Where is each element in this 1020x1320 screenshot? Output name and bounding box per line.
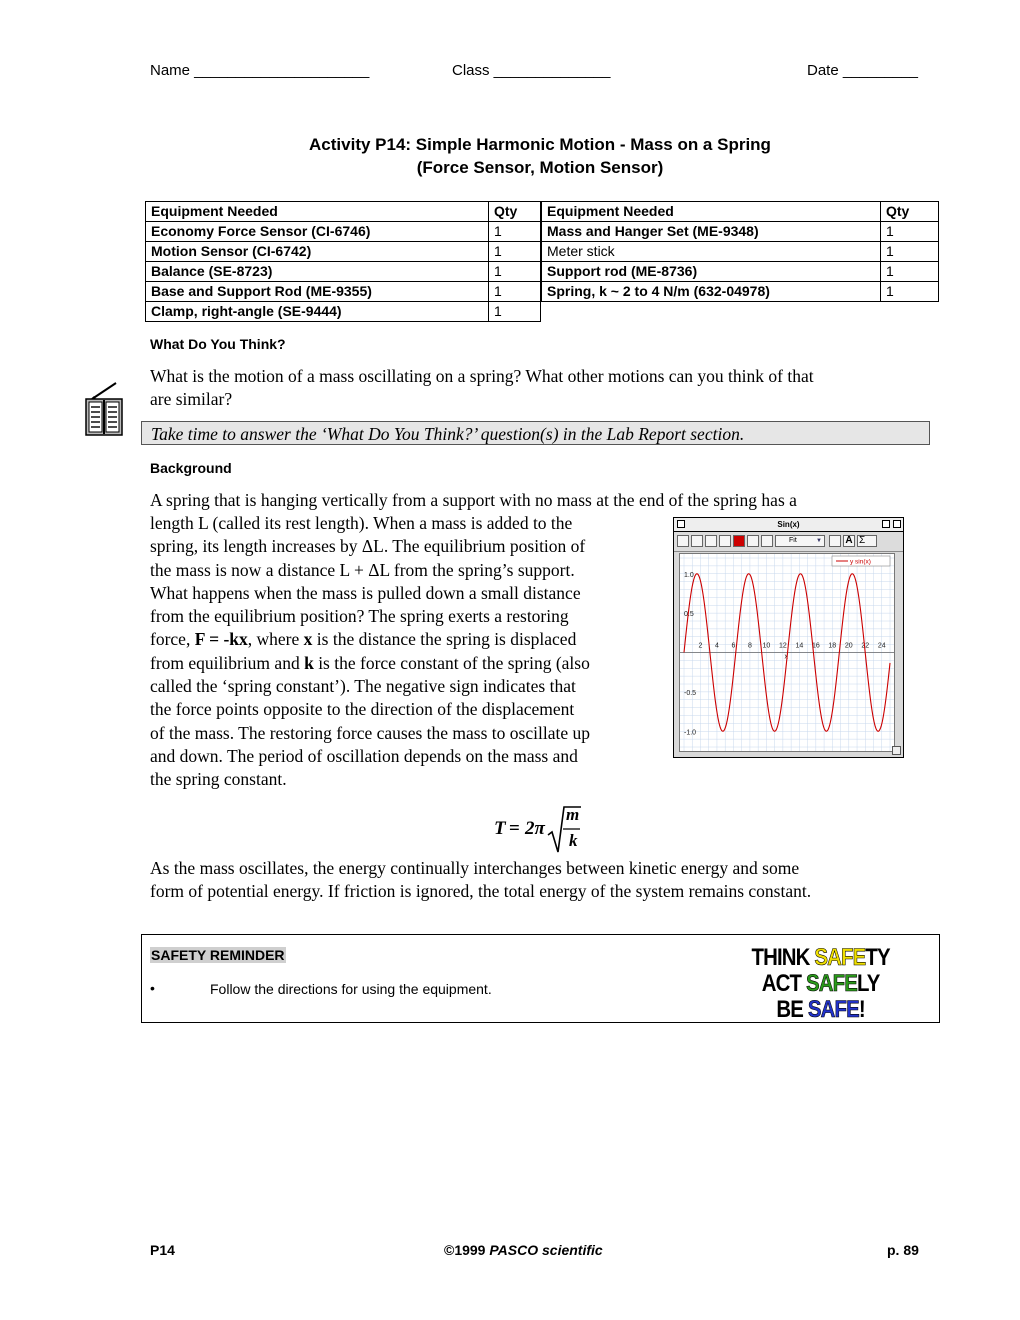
notebook-pencil-icon: [84, 381, 126, 437]
background-line: What happens when the mass is pulled down a small distance: [150, 582, 581, 603]
logo-line: [742, 945, 899, 971]
think-safety-logo: [742, 945, 899, 1023]
formula-numerator: m: [566, 805, 580, 824]
slope-icon[interactable]: [761, 535, 773, 547]
calculator-icon[interactable]: [829, 535, 841, 547]
background-line: the force points opposite to the direction of the displacement: [150, 699, 575, 720]
energy-line-1: As the mass oscillates, the energy continually interchanges between kinetic energy and some: [150, 858, 800, 878]
background-line: of the mass. The restoring force causes the mass to oscillate up: [150, 722, 590, 743]
statistics-icon[interactable]: Σ: [857, 535, 877, 547]
equipment-qty: 1: [881, 262, 939, 282]
x-tick-label: 10: [762, 642, 771, 650]
logo-line: [742, 971, 899, 997]
energy-line-2: form of potential energy. If friction is ignored, the total energy of the system remains constant.: [150, 881, 812, 902]
table-row: [542, 222, 939, 242]
footer-brand: PASCO scientific: [489, 1242, 603, 1258]
equipment-qty: 1: [881, 282, 939, 302]
think-question: [150, 365, 814, 412]
background-line: called the ‘spring constant’). The negative sign indicates that: [150, 676, 576, 697]
date-field-label: Date _________: [807, 62, 918, 79]
x-tick-label: 22: [861, 642, 870, 650]
logo-text-part: SAFE: [814, 944, 866, 971]
x-axis-label: x: [784, 653, 789, 661]
logo-text-part: ACT: [761, 970, 806, 997]
plot-area[interactable]: [679, 553, 895, 752]
formula-lhs: T: [494, 818, 506, 839]
logo-text-part: SAFE: [807, 996, 859, 1023]
equipment-item: Support rod (ME-8736): [542, 262, 881, 282]
think-question-line-2: are similar?: [150, 389, 233, 410]
logo-text-part: LY: [856, 970, 880, 997]
x-tick-label: 8: [747, 642, 752, 650]
background-line: spring, its length increases by ΔL. The equilibrium position of: [150, 536, 586, 557]
equipment-item: Clamp, right-angle (SE-9444): [146, 302, 489, 322]
logo-text-part: SAFE: [805, 970, 857, 997]
class-field-label: Class ______________: [452, 62, 611, 79]
x-tick-label: 4: [715, 642, 719, 650]
zoom-out-icon[interactable]: [705, 535, 717, 547]
zoom-in-icon[interactable]: [691, 535, 703, 547]
equipment-item: Spring, k ~ 2 to 4 N/m (632-04978): [542, 282, 881, 302]
footer-copyright-year: ©1999: [444, 1242, 490, 1258]
footer-activity-code: P14: [150, 1242, 175, 1258]
chevron-down-icon: ▼: [816, 538, 822, 544]
title-line-2: (Force Sensor, Motion Sensor): [416, 158, 664, 177]
annotation-icon[interactable]: A: [843, 535, 855, 547]
column-header-equipment: Equipment Needed: [542, 202, 881, 222]
period-formula: [494, 805, 594, 853]
logo-text-part: !: [858, 996, 865, 1023]
graph-toolbar: [674, 532, 903, 552]
y-tick-label: 1.0: [684, 571, 694, 579]
equipment-qty: 1: [881, 222, 939, 242]
y-tick-label: -0.5: [684, 689, 697, 697]
background-line: from the equilibrium position? The spring exerts a restoring: [150, 606, 569, 627]
equipment-item: Motion Sensor (CI-6742): [146, 242, 489, 262]
logo-line: [742, 997, 899, 1023]
background-line: and down. The period of oscillation depends on the mass and: [150, 745, 578, 766]
think-question-line-1: What is the motion of a mass oscillating on a spring? What other motions can you think of that: [150, 366, 814, 386]
energy-paragraph: [150, 857, 811, 904]
column-header-equipment: Equipment Needed: [146, 202, 489, 222]
x-tick-label: 20: [844, 642, 853, 650]
zoom-box-icon[interactable]: [882, 520, 890, 528]
equipment-table-left: [145, 201, 541, 322]
table-row: [146, 282, 541, 302]
equipment-qty: 1: [489, 242, 541, 262]
background-line: from equilibrium and k is the force constant of the spring (also: [150, 652, 590, 673]
safety-reminder-label: SAFETY REMINDER: [151, 947, 285, 963]
name-field-label: Name _____________________: [150, 62, 370, 79]
equipment-qty: 1: [881, 242, 939, 262]
sine-chart: [680, 554, 894, 751]
table-row: [146, 262, 541, 282]
table-header-row: [146, 202, 541, 222]
table-header-row: [542, 202, 939, 222]
column-header-qty: Qty: [881, 202, 939, 222]
equipment-item: Balance (SE-8723): [146, 262, 489, 282]
equipment-item: Meter stick: [542, 242, 881, 262]
background-line: the spring constant.: [150, 769, 287, 790]
table-row: [542, 282, 939, 302]
close-box-icon[interactable]: [677, 520, 685, 528]
safety-item: Follow the directions for using the equipment.: [210, 981, 492, 997]
equipment-item: Mass and Hanger Set (ME-9348): [542, 222, 881, 242]
y-tick-label: 0.5: [684, 611, 694, 619]
autoscale-icon[interactable]: [677, 535, 689, 547]
fit-menu[interactable]: [775, 535, 825, 547]
formula-equals: =: [509, 818, 520, 839]
logo-text-part: BE: [776, 996, 808, 1023]
x-tick-label: 24: [877, 642, 886, 650]
background-paragraph: [150, 512, 670, 792]
table-row: [542, 262, 939, 282]
x-tick-label: 2: [698, 642, 703, 650]
equipment-item: Economy Force Sensor (CI-6746): [146, 222, 489, 242]
resize-handle[interactable]: [892, 746, 901, 755]
take-time-banner: Take time to answer the ‘What Do You Think?’ question(s) in the Lab Report section.: [141, 421, 930, 445]
zoom-select-icon[interactable]: [719, 535, 731, 547]
logo-text-part: THINK: [751, 944, 815, 971]
equipment-item: Base and Support Rod (ME-9355): [146, 282, 489, 302]
equipment-table-right: [541, 201, 939, 302]
table-row: [146, 302, 541, 322]
x-tick-label: 16: [811, 642, 820, 650]
data-icon[interactable]: [733, 535, 745, 547]
equipment-qty: 1: [489, 282, 541, 302]
footer-copyright: [444, 1242, 603, 1258]
collapse-box-icon[interactable]: [893, 520, 901, 528]
background-first-line: A spring that is hanging vertically from a support with no mass at the end of the spring has a: [150, 490, 797, 510]
title-line-1: Activity P14: Simple Harmonic Motion - Mass on a Spring: [309, 135, 771, 154]
graph-window[interactable]: [673, 517, 904, 758]
equipment-qty: 1: [489, 222, 541, 242]
logo-text-part: TY: [865, 944, 890, 971]
equipment-qty: 1: [489, 262, 541, 282]
table-row: [542, 242, 939, 262]
background-line: length L (called its rest length). When a mass is added to the: [150, 513, 573, 533]
x-tick-label: 14: [795, 642, 804, 650]
x-tick-label: 18: [828, 642, 837, 650]
equipment-qty: 1: [489, 302, 541, 322]
page-title: [0, 133, 1020, 179]
y-tick-label: -1.0: [684, 729, 697, 737]
graph-window-titlebar[interactable]: [674, 518, 903, 532]
column-header-qty: Qty: [489, 202, 541, 222]
table-row: [146, 222, 541, 242]
fit-label: Fit: [789, 537, 797, 544]
legend-label: y sin(x): [850, 558, 871, 566]
footer-page-number: p. 89: [887, 1242, 919, 1258]
table-row: [146, 242, 541, 262]
background-heading: Background: [150, 460, 232, 476]
safety-bullet: •: [150, 980, 155, 996]
formula-coefficient: 2π: [525, 818, 545, 839]
graph-window-title: Sin(x): [777, 520, 800, 529]
smart-cursor-icon[interactable]: [747, 535, 759, 547]
background-line: force, F = -kx, where x is the distance the spring is displaced: [150, 629, 577, 650]
background-line: the mass is now a distance L + ΔL from the spring’s support.: [150, 559, 575, 580]
what-do-you-think-heading: What Do You Think?: [150, 336, 286, 352]
x-tick-label: 12: [778, 642, 787, 650]
formula-denominator: k: [569, 831, 578, 850]
x-tick-label: 6: [731, 642, 736, 650]
